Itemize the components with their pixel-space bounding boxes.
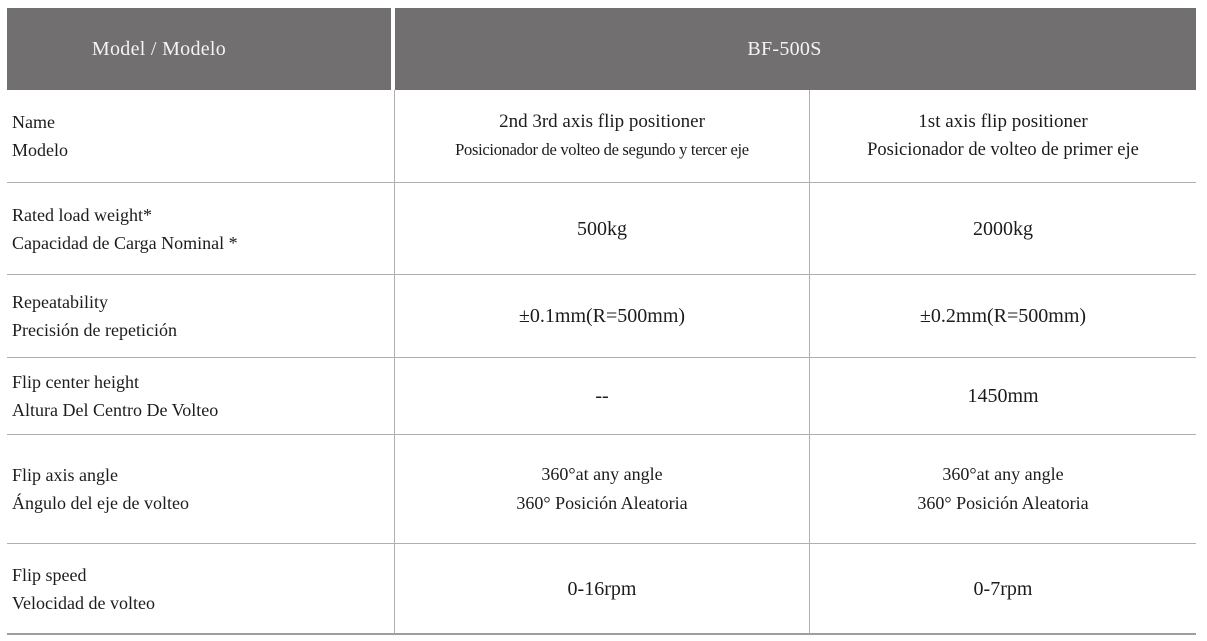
row-value-flip-axis-angle-col2 [395,435,810,544]
row-label-name [7,90,395,183]
row-label-en: Repeatability [12,292,108,312]
header-model-label: Model / Modelo [91,37,227,60]
value-line: 2nd 3rd axis flip positioner [499,111,705,132]
row-value-flip-axis-angle-col3 [810,435,1196,544]
row-label-es: Modelo [12,140,68,160]
row-label-es: Ángulo del eje de volteo [12,493,189,513]
value-line: 360°at any angle [541,464,663,484]
value-line: 360° Posición Aleatoria [917,493,1089,513]
row-label-en: Flip axis angle [12,465,118,485]
value-line: ±0.2mm(R=500mm) [919,305,1087,327]
row-label-flip-axis-angle [7,435,395,544]
value-line: ±0.1mm(R=500mm) [518,305,686,327]
row-label-repeatability [7,275,395,358]
row-label-en: Flip center height [12,372,139,392]
row-value-repeatability-col3 [810,275,1196,358]
row-label-es: Precisión de repetición [12,320,177,340]
value-line: -- [595,385,609,407]
row-value-rated-load-col3 [810,183,1196,275]
value-line: 0-16rpm [567,577,637,600]
value-line: 500kg [577,217,627,240]
row-label-es: Capacidad de Carga Nominal * [12,232,238,253]
row-label-es: Velocidad de volteo [12,592,155,613]
value-line: 360°at any angle [942,464,1064,484]
value-line: Posicionador de volteo de segundo y tercer eje [455,140,749,159]
row-label-en: Name [12,112,55,132]
row-value-repeatability-col2 [395,275,810,358]
header-model-cell [7,8,395,90]
spec-table [7,8,1196,635]
row-label-rated-load [7,183,395,275]
value-line: 1st axis flip positioner [918,111,1088,132]
row-value-flip-speed-col2 [395,544,810,635]
row-value-flip-center-height-col2 [395,358,810,435]
value-line: Posicionador de volteo de primer eje [867,140,1139,160]
value-line: 360° Posición Aleatoria [516,493,688,513]
row-label-flip-center-height [7,358,395,435]
row-value-name-col2 [395,90,810,183]
row-value-rated-load-col2 [395,183,810,275]
row-label-flip-speed [7,544,395,635]
row-value-name-col3 [810,90,1196,183]
header-model-value: BF-500S [747,37,822,60]
row-label-en: Rated load weight* [12,204,152,225]
value-line: 2000kg [973,217,1033,240]
row-label-en: Flip speed [12,564,87,585]
row-label-es: Altura Del Centro De Volteo [12,400,219,420]
row-value-flip-speed-col3 [810,544,1196,635]
value-line: 0-7rpm [973,577,1033,600]
header-model-value-cell [395,8,1196,90]
value-line: 1450mm [967,385,1039,407]
row-value-flip-center-height-col3 [810,358,1196,435]
